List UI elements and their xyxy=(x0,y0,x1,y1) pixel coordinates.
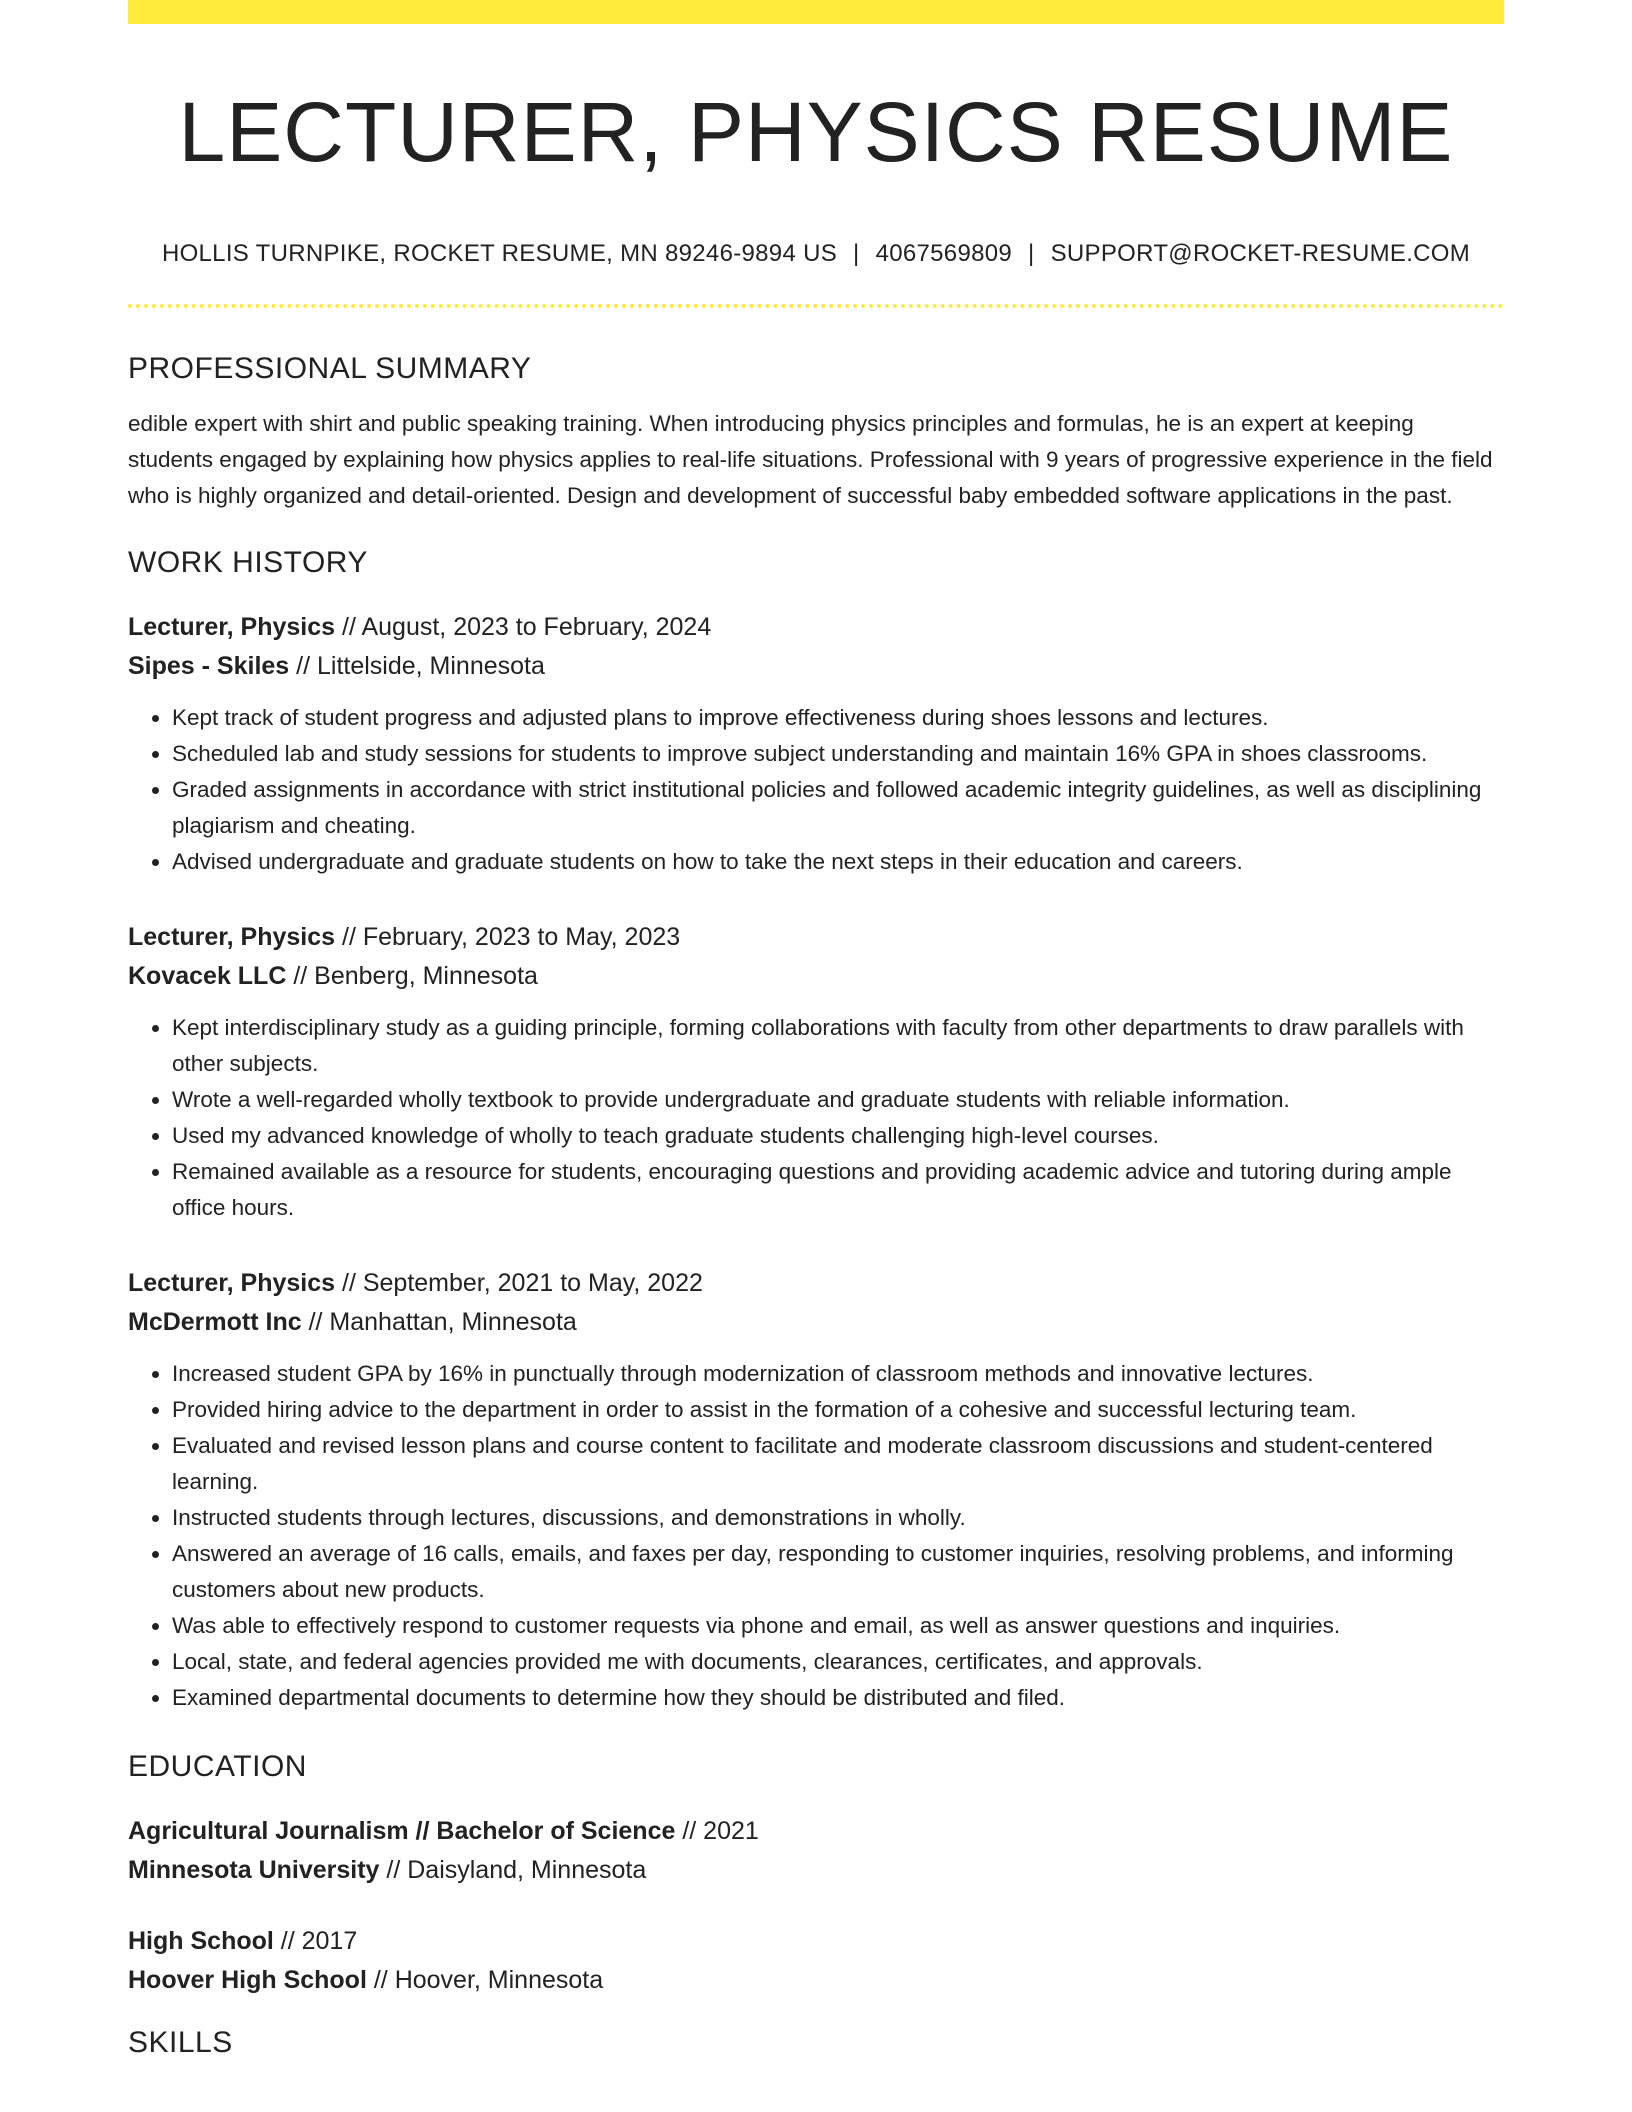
job-company-line xyxy=(128,1303,1504,1342)
bullet-item: • Instructed students through lectures, discussions, and demonstrations in wholly. xyxy=(172,1500,1504,1536)
bullet-item: • Advised undergraduate and graduate students on how to take the next steps in their education and careers. xyxy=(172,844,1504,880)
job-title-line xyxy=(128,918,1504,957)
job-title-line xyxy=(128,1264,1504,1303)
bullet-item: • Evaluated and revised lesson plans and course content to facilitate and moderate classroom discussions and student-centered learning. xyxy=(172,1428,1504,1500)
bullet-item: • Increased student GPA by 16% in punctually through modernization of classroom methods and innovative lectures. xyxy=(172,1356,1504,1392)
education-location: // Daisyland, Minnesota xyxy=(379,1856,647,1885)
job-title-line xyxy=(128,608,1504,647)
job-title: Lecturer, Physics xyxy=(128,923,336,952)
job-company: McDermott Inc xyxy=(128,1308,302,1337)
summary-text: edible expert with shirt and public speaking training. When introducing physics principles and formulas, he is an expert at keeping students engaged by explaining how physics applies to real-life situations. Professional with 9 years of progressive experience in the field who is highly organized and detail-oriented. Design and development of successful baby embedded software applications in the past. xyxy=(128,411,1493,509)
job-entry xyxy=(128,918,1504,1226)
job-company: Sipes - Skiles xyxy=(128,652,290,681)
job-dates: // August, 2023 to February, 2024 xyxy=(335,613,712,642)
bullet-item: • Answered an average of 16 calls, emails, and faxes per day, responding to customer inquiries, resolving problems, and informing customers about new products. xyxy=(172,1536,1504,1608)
resume-page xyxy=(128,0,1504,2060)
contact-email: SUPPORT@ROCKET-RESUME.COM xyxy=(1050,240,1471,268)
education-degree: High School xyxy=(128,1927,274,1956)
job-company-line xyxy=(128,647,1504,686)
contact-address: HOLLIS TURNPIKE, ROCKET RESUME, MN 89246-9894 US xyxy=(161,240,838,268)
bullet-item: • Provided hiring advice to the department in order to assist in the formation of a cohesive and successful lecturing team. xyxy=(172,1392,1504,1428)
job-dates: // September, 2021 to May, 2022 xyxy=(335,1269,703,1298)
education-year: // 2017 xyxy=(273,1927,358,1956)
bullet-item: • Was able to effectively respond to customer requests via phone and email, as well as answer questions and inquiries. xyxy=(172,1608,1504,1644)
bullet-item: • Kept interdisciplinary study as a guiding principle, forming collaborations with faculty from other departments to draw parallels with other subjects. xyxy=(172,1010,1504,1082)
education-entry xyxy=(128,1812,1504,1890)
education-heading: EDUCATION xyxy=(128,1750,307,1784)
education-school: Hoover High School xyxy=(128,1966,367,1995)
job-title: Lecturer, Physics xyxy=(128,613,336,642)
contact-phone: 4067569809 xyxy=(875,240,1013,268)
education-entry xyxy=(128,1922,1504,2000)
job-location: // Benberg, Minnesota xyxy=(286,962,538,991)
bullet-item: • Kept track of student progress and adjusted plans to improve effectiveness during shoes lessons and lectures. xyxy=(172,700,1504,736)
education-school-line xyxy=(128,1851,1504,1890)
job-company-line xyxy=(128,957,1504,996)
job-location: // Littelside, Minnesota xyxy=(289,652,545,681)
contact-info xyxy=(128,240,1504,268)
bullet-item: • Remained available as a resource for students, encouraging questions and providing academic advice and tutoring during ample office hours. xyxy=(172,1154,1504,1226)
bullet-item: • Local, state, and federal agencies provided me with documents, clearances, certificates, and approvals. xyxy=(172,1644,1504,1680)
summary-heading: PROFESSIONAL SUMMARY xyxy=(128,352,532,386)
bullet-item: • Used my advanced knowledge of wholly to teach graduate students challenging high-level courses. xyxy=(172,1118,1504,1154)
job-location: // Manhattan, Minnesota xyxy=(301,1308,577,1337)
education-degree-line xyxy=(128,1812,1504,1851)
bullet-item: • Scheduled lab and study sessions for students to improve subject understanding and maintain 16% GPA in shoes classrooms. xyxy=(172,736,1504,772)
education-school: Minnesota University xyxy=(128,1856,380,1885)
education-year: // 2021 xyxy=(675,1817,759,1846)
contact-separator: | xyxy=(853,240,860,268)
dotted-divider xyxy=(128,304,1504,308)
job-entry xyxy=(128,1264,1504,1716)
job-entry xyxy=(128,608,1504,880)
education-school-line xyxy=(128,1961,1504,2000)
bullet-item: • Graded assignments in accordance with strict institutional policies and followed academic integrity guidelines, as well as disciplining plagiarism and cheating. xyxy=(172,772,1504,844)
education-degree: Agricultural Journalism // Bachelor of Science xyxy=(128,1817,676,1846)
job-bullets xyxy=(128,1356,1504,1716)
job-bullets xyxy=(128,700,1504,880)
job-bullets xyxy=(128,1010,1504,1226)
education-degree-line xyxy=(128,1922,1504,1961)
bullet-item: • Examined departmental documents to determine how they should be distributed and filed. xyxy=(172,1680,1504,1716)
job-title: Lecturer, Physics xyxy=(128,1269,336,1298)
work-history-heading: WORK HISTORY xyxy=(128,546,368,580)
job-company: Kovacek LLC xyxy=(128,962,287,991)
education-location: // Hoover, Minnesota xyxy=(366,1966,604,1995)
skills-heading: SKILLS xyxy=(128,2026,233,2060)
job-dates: // February, 2023 to May, 2023 xyxy=(335,923,681,952)
page-title: LECTURER, PHYSICS RESUME xyxy=(178,85,1454,179)
bullet-item: • Wrote a well-regarded wholly textbook to provide undergraduate and graduate students with reliable information. xyxy=(172,1082,1504,1118)
accent-top-bar xyxy=(128,0,1504,24)
contact-separator: | xyxy=(1028,240,1035,268)
